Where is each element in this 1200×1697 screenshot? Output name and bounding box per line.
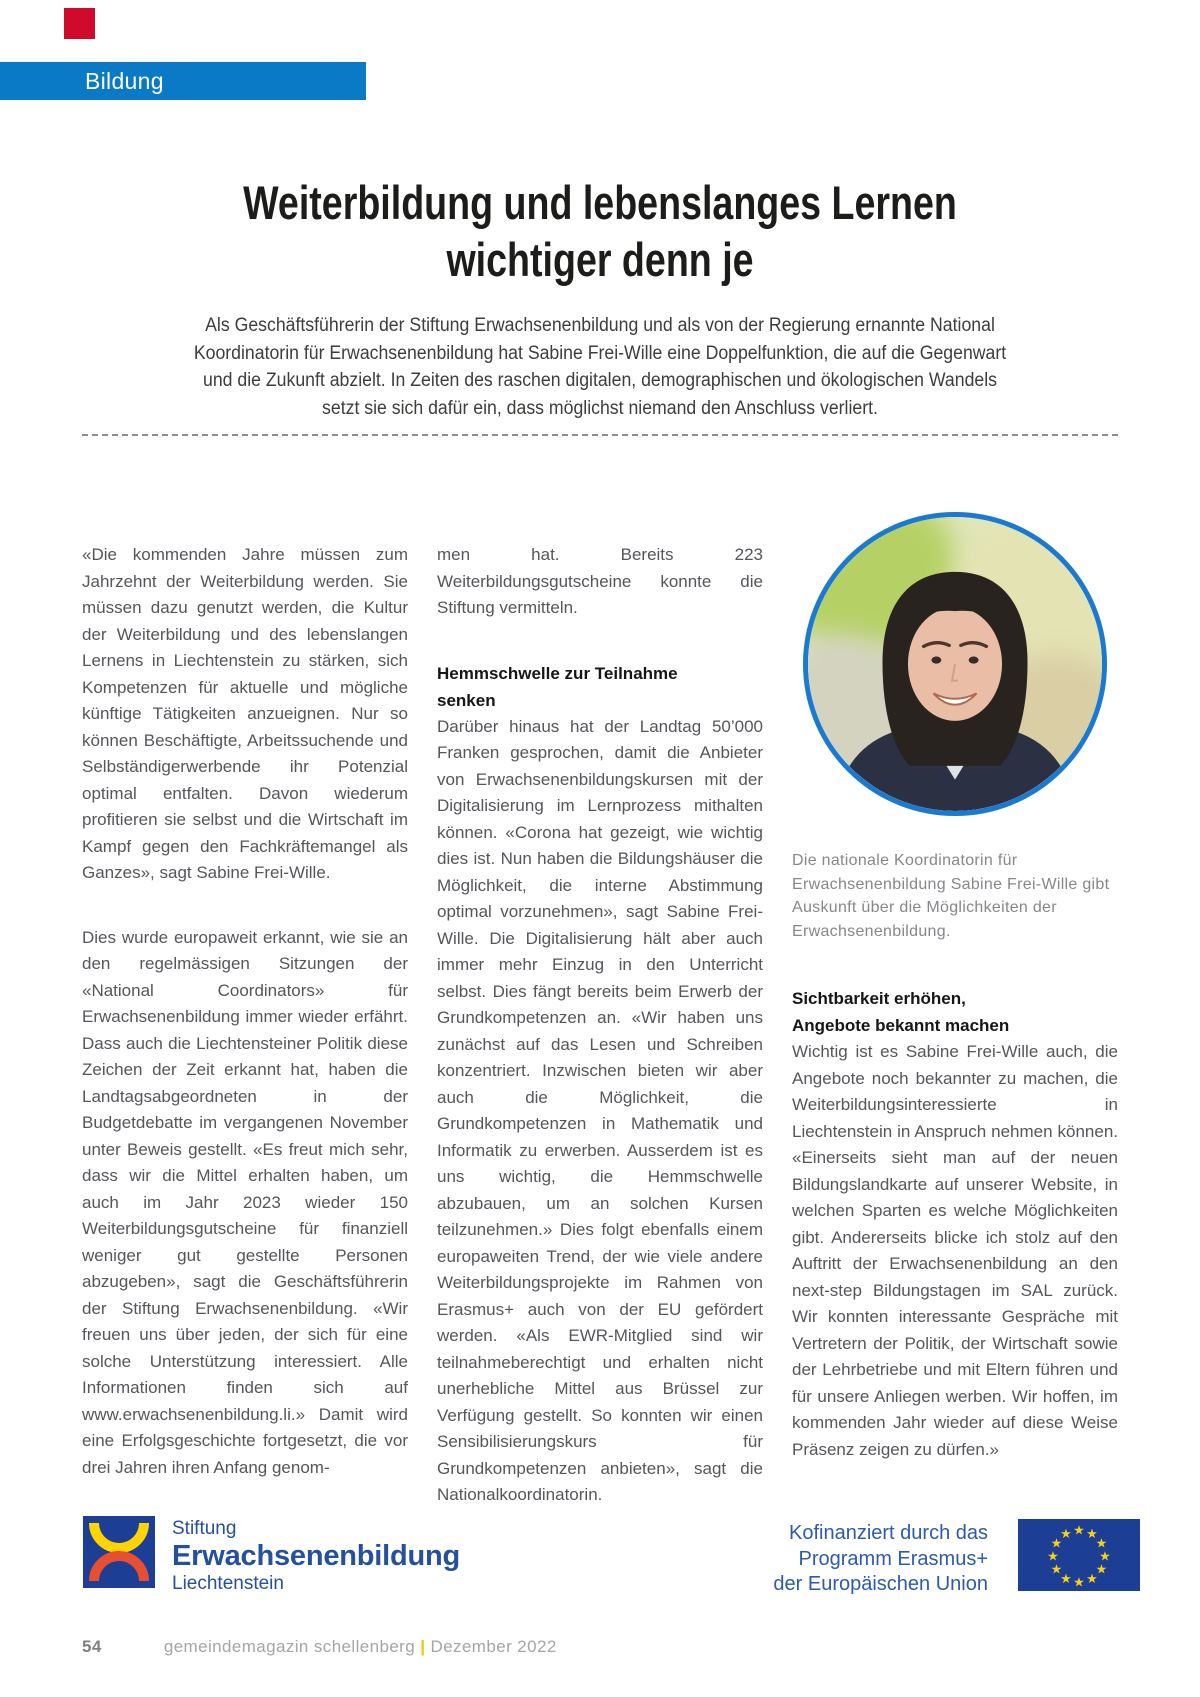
subheading-line: Sichtbarkeit erhöhen, bbox=[792, 989, 966, 1008]
page-number: 54 bbox=[82, 1637, 102, 1656]
logo-erwachsenenbildung: Erwachsenenbildung bbox=[172, 1540, 461, 1572]
article-lead bbox=[116, 312, 1083, 422]
portrait-illustration bbox=[808, 517, 1102, 811]
svg-text:★: ★ bbox=[1095, 1535, 1108, 1551]
column-3 bbox=[792, 512, 1118, 1509]
svg-text:★: ★ bbox=[1060, 1571, 1072, 1586]
paragraph: Darüber hinaus hat der Landtag 50’000 Franken gesprochen, damit die Anbieter von Erwachsenenbildungskursen mit der Digitalisierung im Lernprozess mithalten können. «Corona hat gezeigt, wie wichtig dies ist. Nun haben die Bildungshäuser die Möglichkeit, die interne Abstimmung optimal vorzunehmen», sagt Sabine Frei-Wille. Die Digitalisierung hält aber auch immer mehr Einzug in den Unterricht selbst. Dies fängt bereits beim Erwerb der Grundkompetenzen an. «Wir haben uns zunächst auf das Lesen und Schreiben konzentriert. Inzwischen bieten wir aber auch die Möglichkeit, die Grundkompetenzen in Mathematik und Informatik zu erwerben. Ausserdem ist es uns wichtig, die Hemmschwelle abzubauen, um an solchen Kursen teilzunehmen.» Dies folgt ebenfalls einem europaweiten Trend, der wie viele andere Weiterbildungsprojekte im Rahmen von Erasmus+ auch von der EU gefördert werden. «Als EWR-Mitglied sind wir teilnahmeberechtigt und erhalten nicht unerhebliche Mittel aus Brüssel zur Verfügung gestellt. So konnten wir einen Sensibilisierungskurs für Grundkompetenzen anbieten», sagt die Nationalkoordinatorin. bbox=[437, 716, 763, 1504]
svg-text:★: ★ bbox=[1060, 1526, 1072, 1541]
article-title bbox=[120, 174, 1080, 288]
subheading-line: senken bbox=[437, 690, 496, 710]
lead-line: Als Geschäftsführerin der Stiftung Erwachsenenbildung und als von der Regierung ernannte National bbox=[205, 315, 995, 336]
foundation-logo bbox=[83, 1516, 460, 1596]
lead-line: und die Zukunft abzielt. In Zeiten des raschen digitalen, demographischen und ökologischen Wandels bbox=[202, 370, 998, 391]
svg-text:★: ★ bbox=[1073, 1522, 1085, 1538]
logo-stiftung: Stiftung bbox=[172, 1518, 237, 1539]
article-title-line2: wichtiger denn je bbox=[446, 233, 754, 286]
article-title-line1: Weiterbildung und lebenslanges Lernen bbox=[243, 176, 957, 229]
category-label: Bildung bbox=[85, 67, 164, 94]
foundation-logo-text bbox=[172, 1516, 460, 1596]
foundation-logo-icon bbox=[83, 1516, 155, 1588]
dashed-divider bbox=[82, 434, 1118, 436]
article-columns bbox=[82, 512, 1118, 1509]
svg-text:★: ★ bbox=[1086, 1526, 1098, 1541]
paragraph: Wichtig ist es Sabine Frei-Wille auch, die Angebote noch bekannter zu machen, die Weiterbildungsinteressierte in Liechtenstein in Anspruch nehmen können. «Einerseits sieht man auf der neuen Bildungslandkarte auf unserer Website, in welchen Sparten es welche Möglichkeiten gibt. Andererseits blicke ich stolz auf den Auftritt der Erwachsenenbildung an den next-step Bildungstagen im SAL zurück. Wir konnten interessante Gespräche mit Vertretern der Politik, der Wirtschaft sowie der Lehrbetriebe und mit Eltern führen und für unsere Anliegen werben. Wir hoffen, im kommenden Jahr wieder auf diese Weise Präsenz zeigen zu dürfen.» bbox=[792, 1042, 1118, 1459]
paragraph: Dies wurde europaweit erkannt, wie sie an den regelmässigen Sitzungen der «National Coordinators» für Erwachsenenbildung immer wieder erfährt. Dass auch die Liechtensteiner Politik diese Zeichen der Zeit erkannt hat, haben die Landtagsabgeordneten in der Budgetdebatte im vergangenen November unter Beweis gestellt. «Es freut mich sehr, dass wir die Mittel erhalten haben, um auch im Jahr 2023 wieder 150 Weiterbildungsgutscheine für finanziell weniger gut gestellte Personen abzugeben», sagt die Geschäftsführerin der Stiftung Erwachsenenbildung. «Wir freuen uns über jeden, der sich für eine solche Unterstützung interessiert. Alle Informationen finden sich auf www.erwachsenenbildung.li.» Damit wird eine Erfolgsgeschichte fortgesetzt, die vor drei Jahren ihren Anfang genom- bbox=[82, 927, 408, 1477]
column-2 bbox=[437, 512, 763, 1509]
footer-separator: | bbox=[420, 1637, 426, 1656]
svg-text:★: ★ bbox=[1073, 1574, 1085, 1590]
magazine-name: gemeindemagazin schellenberg bbox=[163, 1637, 416, 1656]
paragraph: «Die kommenden Jahre müssen zum Jahrzehnt der Weiterbildung werden. Sie müssen dazu genutzt werden, die Kultur der Weiterbildung und des lebenslangen Lernens in Liechtenstein zu stärken, sich Kompetenzen für aktuelle und mögliche künftige Tätigkeiten anzueignen. Nur so können Beschäftigte, Arbeitssuchende und Selbständigerwerbende ihr Potenzial optimal entfalten. Davon wiederum profitieren sie selbst und die Wirtschaft im Kampf gegen den Fachkräftemangel als Ganzes», sagt Sabine Frei-Wille. bbox=[82, 545, 408, 882]
eu-flag-icon bbox=[1018, 1519, 1140, 1591]
subheading-line: Angebote bekannt machen bbox=[792, 1016, 1010, 1035]
photo-caption: Die nationale Koordinatorin für Erwachsenenbildung Sabine Frei-Wille gibt Auskunft über die Möglichkeiten der Erwachsenenbildung. bbox=[792, 852, 1110, 940]
eu-funding-text bbox=[773, 1519, 988, 1598]
svg-text:★: ★ bbox=[1050, 1535, 1063, 1551]
portrait-photo bbox=[803, 512, 1107, 816]
column-1 bbox=[82, 512, 408, 1509]
lead-line: setzt sie sich dafür ein, dass möglichst niemand den Anschluss verliert. bbox=[322, 397, 878, 419]
subheading-line: Hemmschwelle zur Teilnahme bbox=[437, 663, 678, 683]
eu-funding-line: Programm Erasmus+ bbox=[798, 1547, 988, 1570]
logo-liechtenstein: Liechtenstein bbox=[172, 1573, 284, 1594]
paragraph: men hat. Bereits 223 Weiterbildungsgutscheine konnte die Stiftung vermitteln. bbox=[437, 545, 763, 617]
red-marker-square bbox=[64, 8, 95, 39]
subheading-hemmschwelle bbox=[437, 660, 763, 714]
svg-text:★: ★ bbox=[1086, 1571, 1098, 1586]
svg-text:★: ★ bbox=[1095, 1561, 1108, 1577]
svg-text:★: ★ bbox=[1050, 1561, 1063, 1577]
subheading-sichtbarkeit bbox=[792, 985, 1118, 1039]
eu-funding-block bbox=[773, 1519, 1140, 1598]
eu-funding-line: der Europäischen Union bbox=[773, 1573, 988, 1595]
svg-text:★: ★ bbox=[1047, 1548, 1059, 1564]
page-footer bbox=[82, 1637, 557, 1657]
issue-date: Dezember 2022 bbox=[430, 1637, 557, 1656]
svg-text:★: ★ bbox=[1099, 1548, 1111, 1564]
lead-line: Koordinatorin für Erwachsenenbildung hat Sabine Frei-Wille eine Doppelfunktion, die auf die Gegenwart bbox=[193, 342, 1007, 364]
eu-funding-line: Kofinanziert durch das bbox=[788, 1522, 988, 1544]
category-bar bbox=[0, 62, 366, 100]
